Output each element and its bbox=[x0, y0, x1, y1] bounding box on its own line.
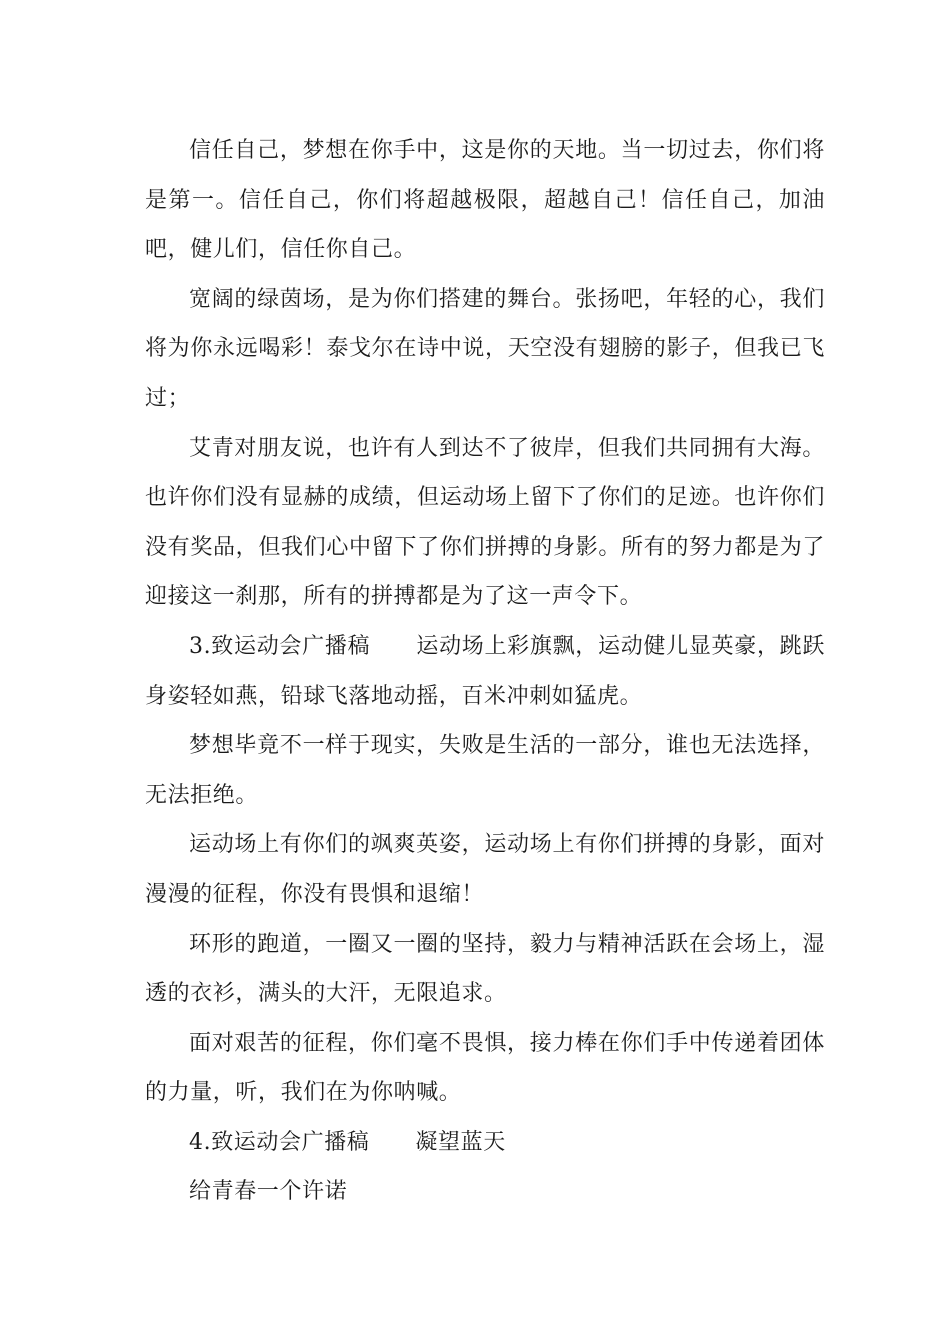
section-4-text: 凝望蓝天 bbox=[415, 1129, 506, 1155]
document-body bbox=[145, 126, 825, 1217]
section-3-heading: 3.致运动会广播稿 bbox=[189, 633, 371, 659]
section-4-paragraph bbox=[145, 1118, 825, 1168]
paragraph: 运动场上有你们的飒爽英姿，运动场上有你们拼搏的身影，面对漫漫的征程，你没有畏惧和退缩！ bbox=[145, 832, 825, 907]
paragraph: 面对艰苦的征程，你们毫不畏惧，接力棒在你们手中传递着团体的力量，听，我们在为你呐喊。 bbox=[145, 1030, 825, 1106]
paragraph: 梦想毕竟不一样于现实，失败是生活的一部分，谁也无法选择，无法拒绝。 bbox=[145, 733, 825, 808]
paragraph: 宽阔的绿茵场，是为你们搭建的舞台。张扬吧，年轻的心，我们将为你永远喝彩！泰戈尔在诗中说，天空没有翅膀的影子，但我已飞过； bbox=[145, 286, 825, 411]
paragraph: 环形的跑道，一圈又一圈的坚持，毅力与精神活跃在会场上，湿透的衣衫，满头的大汗，无限追求。 bbox=[145, 931, 825, 1007]
section-4-heading: 4.致运动会广播稿 bbox=[189, 1129, 370, 1155]
paragraph: 艾青对朋友说，也许有人到达不了彼岸，但我们共同拥有大海。也许你们没有显赫的成绩，但运动场上留下了你们的足迹。也许你们没有奖品，但我们心中留下了你们拼搏的身影。所有的努力都是为了迎接这一刹那，所有的拼搏都是为了这一声令下。 bbox=[145, 435, 825, 610]
paragraph: 给青春一个许诺 bbox=[189, 1179, 348, 1205]
section-3-text: 运动场上彩旗飘，运动健儿显英豪，跳跃身姿轻如燕，铅球飞落地动摇，百米冲刺如猛虎。 bbox=[145, 633, 825, 709]
section-3-paragraph bbox=[145, 622, 825, 721]
paragraph: 信任自己，梦想在你手中，这是你的天地。当一切过去，你们将是第一。信任自己，你们将超越极限，超越自己！信任自己，加油吧，健儿们，信任你自己。 bbox=[145, 138, 825, 263]
